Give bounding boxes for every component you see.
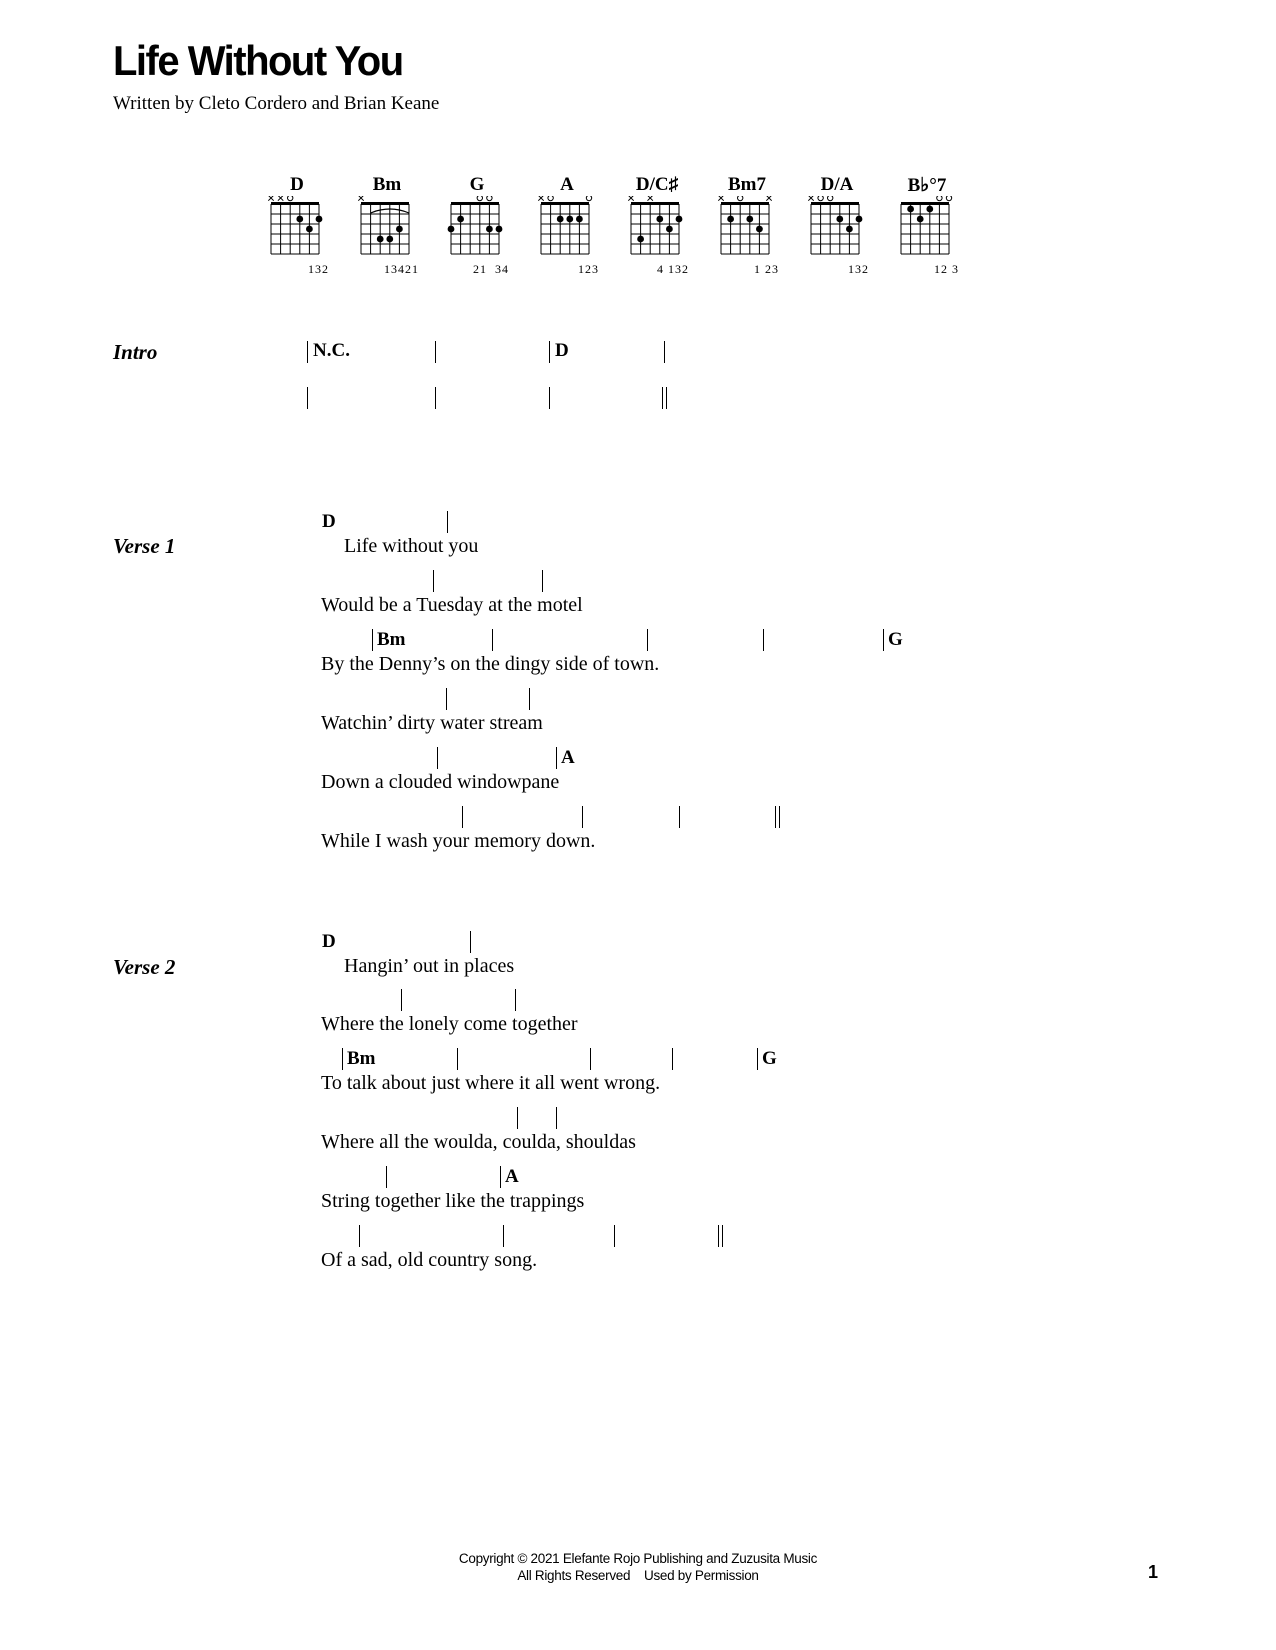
songwriter-credits: Written by Cleto Cordero and Brian Keane bbox=[113, 93, 440, 114]
chord-nut bbox=[361, 202, 409, 205]
double-barline bbox=[718, 1225, 723, 1247]
finger-dot bbox=[386, 236, 393, 243]
chord-nut bbox=[271, 202, 319, 205]
chord-diagram-d bbox=[265, 174, 329, 284]
chord-diagram-g bbox=[445, 174, 509, 284]
finger-dot bbox=[396, 226, 403, 233]
barline bbox=[556, 747, 557, 769]
muted-string-mark bbox=[278, 196, 283, 201]
chord-grid-d-a bbox=[805, 196, 869, 256]
barline bbox=[457, 1048, 458, 1070]
barline bbox=[757, 1048, 758, 1070]
double-barline bbox=[775, 806, 780, 828]
chord-grid-bm bbox=[355, 196, 419, 256]
chord-name: D/C♯ bbox=[635, 174, 679, 195]
barline bbox=[386, 1166, 387, 1188]
chord-symbol: Bm bbox=[377, 629, 406, 650]
chord-fingering: 13421 bbox=[384, 262, 419, 276]
barline bbox=[763, 629, 764, 651]
barline bbox=[307, 341, 308, 363]
finger-dot bbox=[746, 216, 753, 223]
barline bbox=[435, 387, 436, 409]
barline bbox=[582, 806, 583, 828]
copyright-line: Copyright © 2021 Elefante Rojo Publishing and Zuzusita Music bbox=[458, 1551, 818, 1566]
chord-nut bbox=[721, 202, 769, 205]
section-label-verse-2: Verse 2 bbox=[113, 955, 176, 979]
open-string-mark bbox=[946, 196, 951, 201]
barline bbox=[590, 1048, 591, 1070]
chord-grid-a bbox=[535, 196, 599, 256]
barline bbox=[883, 629, 884, 651]
chord-name: D/A bbox=[820, 174, 854, 195]
song-title: Life Without You bbox=[113, 38, 403, 85]
finger-dot bbox=[306, 226, 313, 233]
chord-nut bbox=[811, 202, 859, 205]
chord-fingering: 4 132 bbox=[657, 262, 689, 276]
lyric-line: Life without you bbox=[344, 535, 479, 557]
chord-symbol: D bbox=[555, 340, 569, 361]
barline bbox=[307, 387, 308, 409]
lyric-line: Of a sad, old country song. bbox=[321, 1249, 538, 1271]
chord-diagram-a bbox=[535, 174, 599, 284]
chord-nut bbox=[901, 202, 949, 205]
barline bbox=[462, 806, 463, 828]
section-label-intro: Intro bbox=[113, 340, 158, 364]
chord-grid-b-flat-dim7 bbox=[895, 196, 959, 256]
chord-diagram-d-a bbox=[805, 174, 869, 284]
finger-dot bbox=[377, 236, 384, 243]
open-string-mark bbox=[586, 196, 591, 201]
lyric-line: String together like the trappings bbox=[321, 1190, 585, 1212]
barline bbox=[435, 341, 436, 363]
open-string-mark bbox=[828, 196, 833, 201]
chord-nut bbox=[541, 202, 589, 205]
finger-dot bbox=[836, 216, 843, 223]
finger-dot bbox=[856, 216, 863, 223]
barline bbox=[503, 1225, 504, 1247]
chord-name: A bbox=[560, 174, 574, 195]
barline bbox=[515, 989, 516, 1011]
finger-dot bbox=[756, 226, 763, 233]
open-string-mark bbox=[288, 196, 293, 201]
chord-name: G bbox=[469, 174, 485, 195]
chord-name: Bm7 bbox=[728, 174, 766, 195]
finger-dot bbox=[917, 216, 924, 223]
lyric-line: Hangin’ out in places bbox=[344, 955, 515, 977]
muted-string-mark bbox=[648, 196, 653, 201]
chord-symbol: G bbox=[888, 629, 903, 650]
barline bbox=[470, 931, 471, 953]
open-string-mark bbox=[818, 196, 823, 201]
section-label-verse-1: Verse 1 bbox=[113, 534, 176, 558]
lyric-line: Where the lonely come together bbox=[321, 1013, 578, 1035]
barline bbox=[647, 629, 648, 651]
open-string-mark bbox=[477, 196, 482, 201]
barline bbox=[556, 1107, 557, 1129]
chord-fingering: 1 23 bbox=[754, 262, 779, 276]
lyric-line: While I wash your memory down. bbox=[321, 830, 596, 852]
finger-dot bbox=[296, 216, 303, 223]
chord-diagram-row bbox=[265, 174, 1005, 284]
barline bbox=[372, 629, 373, 651]
chord-nut bbox=[631, 202, 679, 205]
open-string-mark bbox=[738, 196, 743, 201]
chord-grid-bm7 bbox=[715, 196, 779, 256]
chord-diagram-d-c-sharp bbox=[625, 174, 689, 284]
finger-dot bbox=[656, 216, 663, 223]
chord-symbol: Bm bbox=[347, 1048, 376, 1069]
chord-fingering: 21 34 bbox=[473, 262, 509, 276]
chord-grid-g bbox=[445, 196, 509, 256]
barline bbox=[446, 688, 447, 710]
lyric-line: Watchin’ dirty water stream bbox=[321, 712, 543, 734]
finger-dot bbox=[457, 216, 464, 223]
rights-line: All Rights Reserved Used by Permission bbox=[517, 1568, 759, 1583]
finger-dot bbox=[566, 216, 573, 223]
chord-name: B♭°7 bbox=[907, 175, 947, 196]
chord-fingering: 132 bbox=[308, 262, 329, 276]
chord-diagram-bm bbox=[355, 174, 419, 284]
finger-dot bbox=[557, 216, 564, 223]
barline bbox=[679, 806, 680, 828]
barline bbox=[549, 341, 550, 363]
barline bbox=[401, 989, 402, 1011]
barline bbox=[447, 511, 448, 533]
open-string-mark bbox=[487, 196, 492, 201]
finger-dot bbox=[496, 226, 503, 233]
finger-dot bbox=[316, 216, 323, 223]
finger-dot bbox=[486, 226, 493, 233]
finger-dot bbox=[727, 216, 734, 223]
barline bbox=[517, 1107, 518, 1129]
barline bbox=[342, 1048, 343, 1070]
chord-symbol: D bbox=[322, 511, 336, 532]
lyric-line: Where all the woulda, coulda, shouldas bbox=[321, 1131, 636, 1153]
chord-fingering: 12 3 bbox=[934, 262, 959, 276]
muted-string-mark bbox=[268, 196, 273, 201]
lyric-line: Would be a Tuesday at the motel bbox=[321, 594, 583, 616]
muted-string-mark bbox=[766, 196, 771, 201]
finger-dot bbox=[637, 236, 644, 243]
barline bbox=[664, 341, 665, 363]
finger-dot bbox=[666, 226, 673, 233]
barline bbox=[529, 688, 530, 710]
barline bbox=[542, 570, 543, 592]
barline bbox=[437, 747, 438, 769]
chord-diagram-bm7 bbox=[715, 174, 779, 284]
barline bbox=[549, 387, 550, 409]
barline bbox=[500, 1166, 501, 1188]
muted-string-mark bbox=[538, 196, 543, 201]
barline bbox=[614, 1225, 615, 1247]
finger-dot bbox=[676, 216, 683, 223]
chord-symbol: A bbox=[561, 747, 575, 768]
finger-dot bbox=[846, 226, 853, 233]
barline bbox=[672, 1048, 673, 1070]
barline bbox=[492, 629, 493, 651]
chord-symbol: D bbox=[322, 931, 336, 952]
double-barline bbox=[662, 387, 667, 409]
chord-symbol: A bbox=[505, 1166, 519, 1187]
chord-symbol: G bbox=[762, 1048, 777, 1069]
chord-nut bbox=[451, 202, 499, 205]
finger-dot bbox=[926, 206, 933, 213]
chord-fingering: 123 bbox=[578, 262, 599, 276]
copyright-notice bbox=[0, 1550, 1276, 1584]
lyric-line: By the Denny’s on the dingy side of town. bbox=[321, 653, 660, 675]
finger-dot bbox=[448, 226, 455, 233]
muted-string-mark bbox=[358, 196, 363, 201]
chord-symbol: N.C. bbox=[313, 340, 350, 361]
lyric-line: Down a clouded windowpane bbox=[321, 771, 560, 793]
chord-name: Bm bbox=[372, 174, 402, 195]
finger-dot bbox=[576, 216, 583, 223]
chord-grid-d-c-sharp bbox=[625, 196, 689, 256]
open-string-mark bbox=[937, 196, 942, 201]
muted-string-mark bbox=[808, 196, 813, 201]
chord-name: D bbox=[290, 174, 304, 195]
open-string-mark bbox=[548, 196, 553, 201]
finger-dot bbox=[907, 206, 914, 213]
muted-string-mark bbox=[718, 196, 723, 201]
barline bbox=[433, 570, 434, 592]
page-number: 1 bbox=[1148, 1562, 1159, 1582]
muted-string-mark bbox=[628, 196, 633, 201]
lyric-line: To talk about just where it all went wrong. bbox=[321, 1072, 661, 1094]
chord-fingering: 132 bbox=[848, 262, 869, 276]
chord-grid-d bbox=[265, 196, 329, 256]
chord-diagram-b-flat-dim7 bbox=[895, 174, 959, 284]
barline bbox=[359, 1225, 360, 1247]
